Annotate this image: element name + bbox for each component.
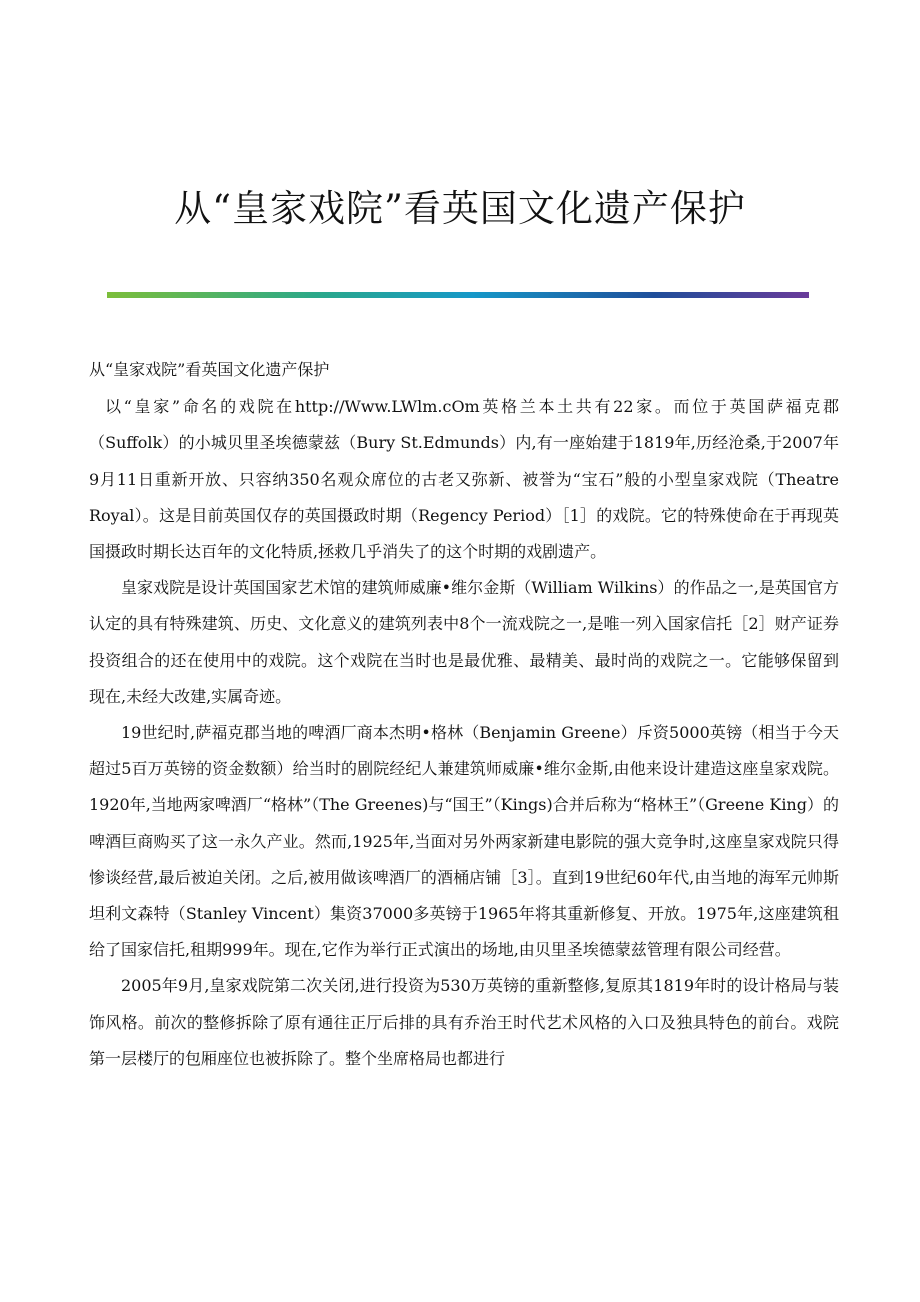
document-subtitle: 从“皇家戏院”看英国文化遗产保护 — [89, 360, 330, 379]
body-paragraph: 以“皇家”命名的戏院在http://Www.LWlm.cOm英格兰本土共有22家。而位于英国萨福克郡（Suffolk）的小城贝里圣埃德蒙兹（Bury St.Edmunds）内,有一座始建于1819年,历经沧桑,于2007年9月11日重新开放、只容纳350名观众席位的古老又弥新、被誉为“宝石”般的小型皇家戏院（Theatre Royal）。这是目前英国仅存的英国摄政时期（Regency Period）［1］的戏院。它的特殊使命在于再现英国摄政时期长达百年的文化特质,拯救几乎消失了的这个时期的戏剧遗产。 — [89, 397, 839, 562]
document-body — [89, 352, 839, 1077]
document-title: 从“皇家戏院”看英国文化遗产保护 — [174, 187, 746, 230]
body-paragraph: 19世纪时,萨福克郡当地的啤酒厂商本杰明•格林（Benjamin Greene）斥资5000英镑（相当于今天超过5百万英镑的资金数额）给当时的剧院经纪人兼建筑师威廉•维尔金斯,由他来设计建造这座皇家戏院。1920年,当地两家啤酒厂“格林”（The Greenes)与“国王”（Kings)合并后称为“格林王”（Greene King）的啤酒巨商购买了这一永久产业。然而,1925年,当面对另外两家新建电影院的强大竞争时,这座皇家戏院只得惨谈经营,最后被迫关闭。之后,被用做该啤酒厂的酒桶店铺［3］。直到19世纪60年代,由当地的海军元帅斯坦利文森特（Stanley Vincent）集资37000多英镑于1965年将其重新修复、开放。1975年,这座建筑租给了国家信托,租期999年。现在,它作为举行正式演出的场地,由贝里圣埃德蒙兹管理有限公司经营。 — [89, 723, 839, 960]
title-divider — [107, 292, 809, 298]
body-paragraph: 皇家戏院是设计英国国家艺术馆的建筑师威廉•维尔金斯（William Wilkins）的作品之一,是英国官方认定的具有特殊建筑、历史、文化意义的建筑列表中8个一流戏院之一,是唯一列入国家信托［2］财产证券投资组合的还在使用中的戏院。这个戏院在当时也是最优雅、最精美、最时尚的戏院之一。它能够保留到现在,未经大改建,实属奇迹。 — [89, 578, 839, 706]
body-paragraph: 2005年9月,皇家戏院第二次关闭,进行投资为530万英镑的重新整修,复原其1819年时的设计格局与装饰风格。前次的整修拆除了原有通往正厅后排的具有乔治王时代艺术风格的入口及独具特色的前台。戏院第一层楼厅的包厢座位也被拆除了。整个坐席格局也都进行 — [89, 976, 839, 1068]
